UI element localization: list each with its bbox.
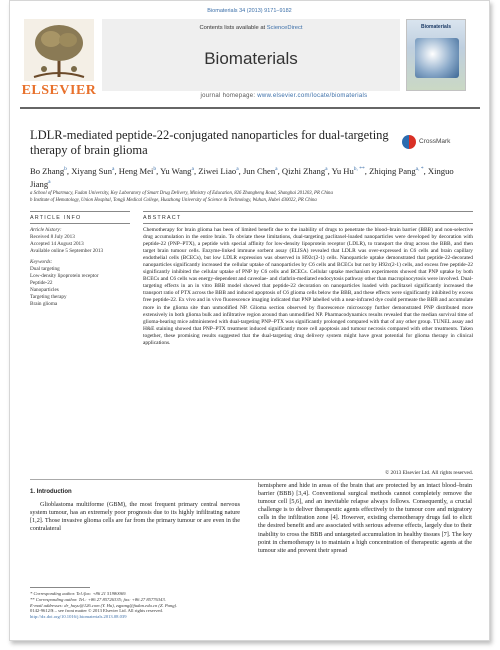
author-name[interactable]: Xinguo Jiang bbox=[30, 165, 454, 189]
intro-paragraph-right: hemisphere and hide in areas of the brain that are protected by an intact blood–brain barrier (BBB) [3,4]. Conventional surgical methods cannot completely remove the tumour cell [5,6], and an inevitable relapse always follows. Consequently, a crucial challenge is to deliver therapeutic agents effectively to the tumour core and migratory cells in the infiltration zone [4]. However, existing chemotherapy drugs fail to elicit the desired benefit and are associated with serious adverse effects, largely due to their inability to cross the BBB and untargeted accumulation in healthy tissues [7]. The key point in chemotherapy is to maintain a high concentration of therapeutic agents at the tumour site and prevent their spread bbox=[258, 482, 472, 554]
elsevier-tree-icon bbox=[24, 19, 94, 81]
author-separator: , bbox=[114, 165, 119, 176]
article-title: LDLR-mediated peptide-22-conjugated nanoparticles for dual-targeting therapy of brain glioma bbox=[30, 128, 389, 157]
contents-line bbox=[102, 25, 400, 31]
author-affiliation-marker[interactable]: a bbox=[191, 166, 194, 172]
issn-line: 0142-9612/$ – see front matter © 2013 Elsevier Ltd. All rights reserved. bbox=[30, 608, 163, 613]
intro-paragraph-left: Glioblastoma multiforme (GBM), the most frequent primary central nervous system tumour, has an extremely poor prognosis due to its highly infiltrating nature [1,2]. Those invasive glioma cells are far from the primary tumour or are even in the contralateral bbox=[30, 501, 240, 533]
abstract-bottom-rule bbox=[30, 479, 473, 480]
crossmark-label: CrossMark bbox=[419, 138, 451, 145]
keyword: Nanoparticles bbox=[30, 287, 59, 293]
journal-title[interactable]: Biomaterials bbox=[204, 49, 298, 68]
history-label: Article history: bbox=[30, 227, 62, 233]
abstract-top-rule bbox=[143, 211, 473, 212]
keyword: Brain glioma bbox=[30, 301, 58, 307]
author-affiliation-marker[interactable]: b, ** bbox=[353, 166, 365, 172]
author-name[interactable]: Zhiqing Pang bbox=[369, 165, 416, 176]
journal-masthead bbox=[20, 19, 478, 105]
crossmark-icon bbox=[402, 135, 416, 149]
author-separator: , bbox=[193, 165, 199, 176]
author-affiliation-marker[interactable]: a bbox=[48, 178, 51, 185]
article-info-mid-rule bbox=[30, 223, 130, 224]
keywords-label: Keywords: bbox=[30, 259, 53, 265]
abstract-mid-rule bbox=[143, 223, 473, 224]
author-name[interactable]: Heng Mei bbox=[118, 165, 154, 176]
journal-citation[interactable]: Biomaterials 34 (2013) 9171–9182 bbox=[207, 8, 292, 14]
article-info-top-rule bbox=[30, 211, 130, 212]
keyword: Peptide-22 bbox=[30, 280, 53, 286]
sciencedirect-link[interactable]: ScienceDirect bbox=[266, 25, 303, 31]
section-heading-introduction: 1. Introduction bbox=[30, 489, 72, 495]
abstract-heading: ABSTRACT bbox=[143, 215, 182, 221]
elsevier-logo[interactable] bbox=[20, 19, 98, 101]
author-separator: , bbox=[327, 165, 332, 176]
author-name[interactable]: Jun Chen bbox=[242, 165, 276, 176]
elsevier-wordmark: ELSEVIER bbox=[21, 83, 97, 98]
author-separator: , bbox=[66, 165, 72, 176]
article-info-heading: ARTICLE INFO bbox=[30, 215, 82, 221]
author-name[interactable]: Ziwei Liao bbox=[198, 165, 237, 176]
affiliation-a: a School of Pharmacy, Fudan University, Key Laboratory of Smart Drug Delivery, Ministry of Education, 826 Zhangheng Road, Shanghai 201203, PR China bbox=[30, 191, 333, 196]
cover-image bbox=[415, 38, 459, 78]
author-affiliation-marker[interactable]: a bbox=[325, 166, 328, 172]
accepted-date: Accepted 14 August 2013 bbox=[30, 241, 84, 247]
keyword: Targeting therapy bbox=[30, 294, 67, 300]
footnotes bbox=[30, 591, 245, 609]
front-matter-meta bbox=[30, 608, 245, 620]
homepage-prefix: journal homepage: bbox=[200, 93, 258, 99]
author-affiliation-marker[interactable]: a bbox=[275, 166, 278, 172]
author-affiliation-marker[interactable]: b bbox=[153, 166, 157, 172]
author-separator: , bbox=[277, 165, 282, 176]
cover-title: Biomaterials bbox=[420, 24, 451, 30]
journal-homepage-line bbox=[102, 93, 466, 99]
masthead-divider bbox=[20, 107, 480, 109]
article-page bbox=[9, 0, 490, 641]
author-list bbox=[30, 164, 470, 190]
keyword: Low-density lipoprotein receptor bbox=[30, 273, 99, 279]
author-name[interactable]: Yu Hu bbox=[331, 165, 354, 176]
doi-link[interactable]: http://dx.doi.org/10.1016/j.biomaterials.2013.08.039 bbox=[30, 614, 127, 619]
homepage-link[interactable]: www.elsevier.com/locate/biomaterials bbox=[257, 93, 368, 99]
contents-prefix: Contents lists available at bbox=[199, 25, 267, 31]
article-info bbox=[30, 227, 130, 308]
online-date: Available online 5 September 2013 bbox=[30, 248, 104, 254]
author-separator: , bbox=[238, 165, 243, 176]
author-separator: , bbox=[364, 165, 370, 176]
author-name[interactable]: Qizhi Zhang bbox=[281, 165, 326, 176]
journal-banner bbox=[102, 19, 400, 91]
footnote-divider bbox=[30, 587, 90, 588]
author-name[interactable]: Yu Wang bbox=[160, 165, 192, 176]
author-separator: , bbox=[423, 165, 428, 176]
crossmark-badge[interactable] bbox=[402, 135, 472, 151]
author-name[interactable]: Xiyang Sun bbox=[71, 165, 113, 176]
author-name[interactable]: Bo Zhang bbox=[30, 165, 65, 176]
affiliations bbox=[30, 191, 470, 204]
abstract-text: Chemotherapy for brain glioma has been of limited benefit due to the inability of drugs to penetrate the blood–brain barrier (BBB) and non-selective drug accumulation in the entire brain. To obviate these limitations, dual-targeting paclitaxel-loaded nanoparticles were developed by decoration with peptide-22 (PNP–PTX), a peptide with special affinity for low-density lipoprotein receptor (LDLR), to transport the drug across the BBB, and then target brain tumour cells. Enzyme-linked immune sorbent assay (ELISA) revealed that LDLR was over-expressed in C6 cells and brain capillary endothelial cells (BCECs), but low LDLR expression was observed in H92c(2-1) cells. Nanoparticle uptake demonstrated that peptide-22-decorated nanoparticles significantly increased the cellular uptake of nanoparticles by C6 cells and BCECs but not by H92c(2-1) cells, and excess free peptide-22 significantly inhibited the cellular uptake of PNP by C6 cells and BCECs. Cellular uptake mechanism experiments showed that PNP uptake by both BCECs and C6 cells was energy-dependent and caveolae- and clathrin-mediated endocytosis pathway other than macropinocytosis were involved. Dual-targeting effects in an in vitro BBB model showed that peptide-22 decoration on nanoparticles loaded with paclitaxel significantly increased the transport ratio of PTX across the BBB and induced apoptosis of C6 glioma cells below the BBB, and these effects were significantly inhibited by excess free peptide-22. Ex vivo and in vivo fluorescence imaging indicated that PNP labelled with a near-infrared dye could permeate the BBB and accumulate more in the glioma site than unmodified NP. Glioma section observed by fluorescence microscopy further demonstrated PNP distributed more extensively in both glioma bulk and infiltrative region around than unmodified NP. Pharmacodynamics results revealed that the median survival time of glioma-bearing mice administered with dual-targeting PNP–PTX was significantly prolonged compared with that of any other group. TUNEL assay and H&E staining showed that PNP–PTX treatment induced significantly more cell apoptosis and tumour necrosis compared with other treatments. Taken together, these promising results suggested that the dual-targeting drug delivery system might have great potential for glioma therapy in clinical applications. bbox=[143, 227, 473, 346]
author-affiliation-marker[interactable]: b bbox=[64, 166, 67, 172]
author-separator: , bbox=[156, 165, 161, 176]
corresponding-author-2: ** Corresponding author. Tel.: +86 27 85726335; fax: +86 27 85776343. bbox=[30, 597, 166, 602]
email-addresses[interactable]: E-mail addresses: dr_huyu@126.com (Y. Hu), zqpang@fudan.edu.cn (Z. Pang). bbox=[30, 603, 178, 608]
corresponding-author-1: * Corresponding author. Tel./fax: +86 21 51980069. bbox=[30, 591, 127, 596]
author-affiliation-marker[interactable]: a bbox=[112, 166, 115, 172]
affiliation-b: b Institute of Hematology, Union Hospital, Tongji Medical College, Huazhong University of Science & Technology, Wuhan, Hubei 430022, PR China bbox=[30, 197, 317, 203]
author-affiliation-marker[interactable]: a bbox=[236, 166, 239, 172]
journal-cover-thumbnail[interactable] bbox=[406, 19, 466, 91]
received-date: Received 8 July 2013 bbox=[30, 234, 75, 240]
keyword: Dual targeting bbox=[30, 266, 60, 272]
abstract-copyright: © 2013 Elsevier Ltd. All rights reserved. bbox=[385, 470, 473, 476]
author-affiliation-marker[interactable]: a, * bbox=[415, 166, 424, 172]
